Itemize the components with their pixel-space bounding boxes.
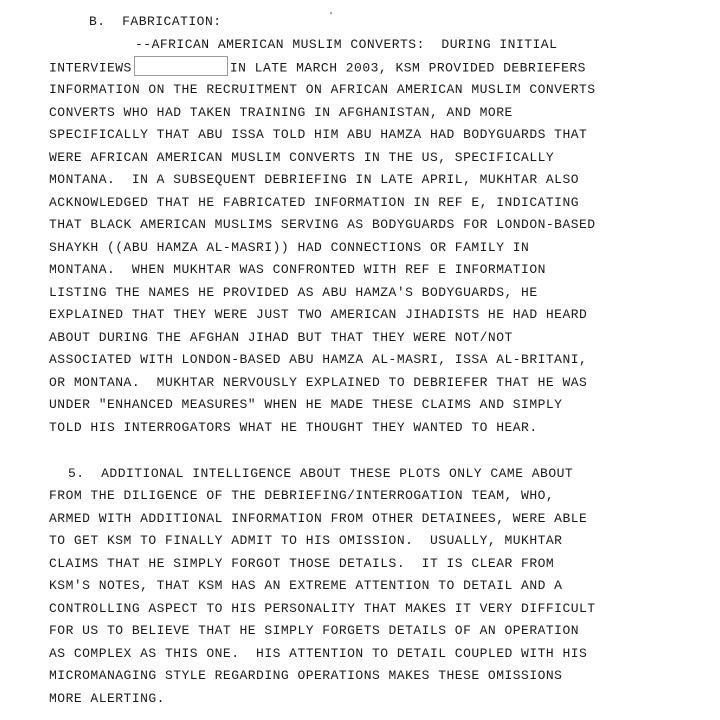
section-b-line-14: ABOUT DURING THE AFGHAN JIHAD BUT THAT THEY WERE NOT/NOT bbox=[49, 330, 513, 345]
section-b-line-17: UNDER "ENHANCED MEASURES" WHEN HE MADE THESE CLAIMS AND SIMPLY bbox=[49, 397, 563, 412]
section-b-line-12: LISTING THE NAMES HE PROVIDED AS ABU HAMZA'S BODYGUARDS, HE bbox=[49, 285, 538, 300]
section-b-line-3: INFORMATION ON THE RECRUITMENT ON AFRICAN AMERICAN MUSLIM CONVERTS bbox=[49, 82, 596, 97]
section-b-line-15: ASSOCIATED WITH LONDON-BASED ABU HAMZA AL-MASRI, ISSA AL-BRITANI, bbox=[49, 352, 588, 367]
section-5-line-6: KSM'S NOTES, THAT KSM HAS AN EXTREME ATTENTION TO DETAIL AND A bbox=[49, 578, 563, 593]
section-5-line-8: FOR US TO BELIEVE THAT HE SIMPLY FORGETS DETAILS OF AN OPERATION bbox=[49, 623, 580, 638]
section-b-line-5: SPECIFICALLY THAT ABU ISSA TOLD HIM ABU HAMZA HAD BODYGUARDS THAT bbox=[49, 127, 588, 142]
section-5-line-1: 5. ADDITIONAL INTELLIGENCE ABOUT THESE PLOTS ONLY CAME ABOUT bbox=[68, 466, 574, 481]
scan-speck bbox=[330, 12, 332, 14]
section-b-line-10: SHAYKH ((ABU HAMZA AL-MASRI)) HAD CONNECTIONS OR FAMILY IN bbox=[49, 240, 530, 255]
section-b-line-2-text: IN LATE MARCH 2003, KSM PROVIDED DEBRIEFERS bbox=[229, 60, 586, 76]
section-5-line-5: CLAIMS THAT HE SIMPLY FORGOT THOSE DETAILS. IT IS CLEAR FROM bbox=[49, 556, 555, 571]
section-b-line-1: --AFRICAN AMERICAN MUSLIM CONVERTS: DURING INITIAL bbox=[135, 37, 558, 52]
section-5-line-10: MICROMANAGING STYLE REGARDING OPERATIONS MAKES THESE OMISSIONS bbox=[49, 668, 563, 683]
section-b-line-7: MONTANA. IN A SUBSEQUENT DEBRIEFING IN LATE APRIL, MUKHTAR ALSO bbox=[49, 172, 580, 187]
section-5-line-3: ARMED WITH ADDITIONAL INFORMATION FROM OTHER DETAINEES, WERE ABLE bbox=[49, 511, 588, 526]
section-5-line-9: AS COMPLEX AS THIS ONE. HIS ATTENTION TO DETAIL COUPLED WITH HIS bbox=[49, 646, 588, 661]
section-5-line-11: MORE ALERTING. bbox=[49, 691, 165, 706]
section-b-line-9: THAT BLACK AMERICAN MUSLIMS SERVING AS BODYGUARDS FOR LONDON-BASED bbox=[49, 217, 596, 232]
section-5-line-2: FROM THE DILIGENCE OF THE DEBRIEFING/INTERROGATION TEAM, WHO, bbox=[49, 488, 555, 503]
section-5-line-7: CONTROLLING ASPECT TO HIS PERSONALITY THAT MAKES IT VERY DIFFICULT bbox=[49, 601, 596, 616]
redaction-box bbox=[134, 56, 228, 76]
section-b-line-8: ACKNOWLEDGED THAT HE FABRICATED INFORMATION IN REF E, INDICATING bbox=[49, 195, 580, 210]
section-b-line-18: TOLD HIS INTERROGATORS WHAT HE THOUGHT THEY WANTED TO HEAR. bbox=[49, 420, 538, 435]
section-b-line-13: EXPLAINED THAT THEY WERE JUST TWO AMERICAN JIHADISTS HE HAD HEARD bbox=[49, 307, 588, 322]
section-b-line-16: OR MONTANA. MUKHTAR NERVOUSLY EXPLAINED TO DEBRIEFER THAT HE WAS bbox=[49, 375, 588, 390]
section-b-line-11: MONTANA. WHEN MUKHTAR WAS CONFRONTED WITH REF E INFORMATION bbox=[49, 262, 546, 277]
section-b-line-6: WERE AFRICAN AMERICAN MUSLIM CONVERTS IN THE US, SPECIFICALLY bbox=[49, 150, 555, 165]
section-b-line-2 bbox=[49, 60, 586, 76]
interviews-word: INTERVIEWS bbox=[49, 60, 132, 76]
section-5-line-4: TO GET KSM TO FINALLY ADMIT TO HIS OMISSION. USUALLY, MUKHTAR bbox=[49, 533, 563, 548]
section-b-line-4: CONVERTS WHO HAD TAKEN TRAINING IN AFGHANISTAN, AND MORE bbox=[49, 105, 513, 120]
section-b-heading: B. FABRICATION: bbox=[89, 14, 222, 29]
